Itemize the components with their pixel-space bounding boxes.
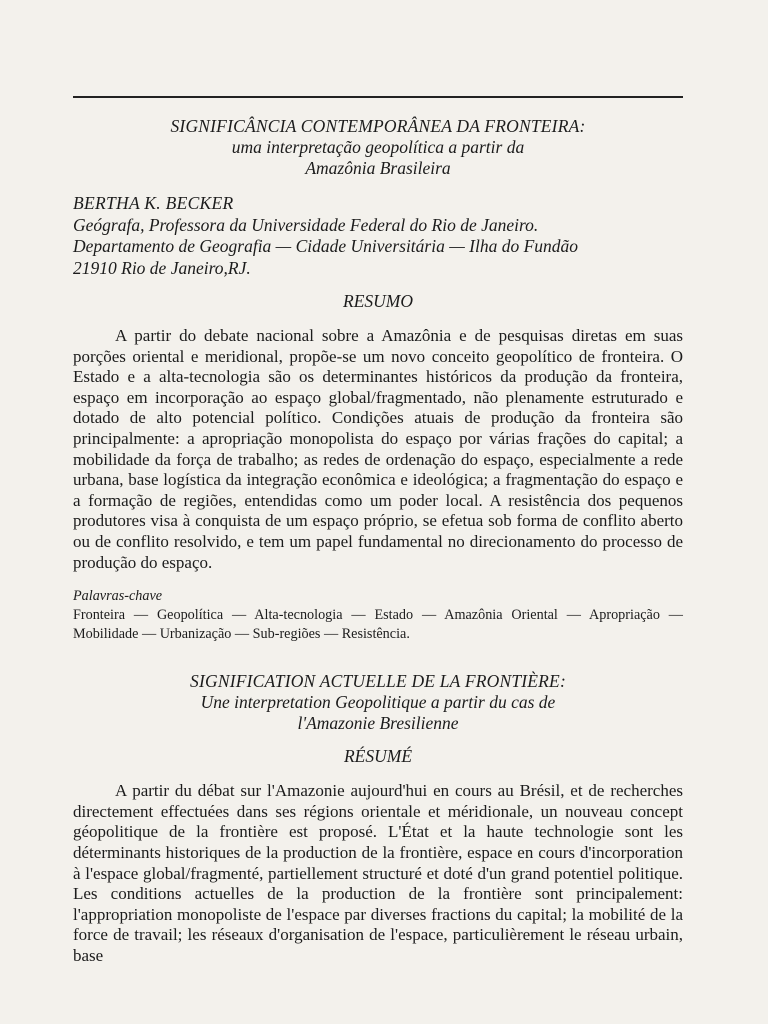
pt-title: SIGNIFICÂNCIA CONTEMPORÂNEA DA FRONTEIRA: (170, 116, 586, 136)
author-name: BERTHA K. BECKER (73, 193, 234, 213)
fr-abstract-text: A partir du débat sur l'Amazonie aujourd'hui en cours au Brésil, et de recherches directement effectuées dans ses régions orientale et méridionale, un nouveau concept géopolitique de la frontière est proposé. L'État et la haute technologie sont les déterminants historiques de la production de la frontière, espace en cours d'incorporation à l'espace global/fragmenté, partiellement structuré et doté d'un grand potentiel politique. Les conditions actuelles de la production de la frontière sont principalement: l'appropriation monopoliste de l'espace par diverses fractions du capital; la mobilité de la force de travail; les réseaux d'organisation de l'espace, particulièrement le réseau urbain, base (73, 781, 683, 965)
keywords-label: Palavras-chave (73, 588, 163, 605)
author-block (73, 193, 683, 279)
pt-subtitle-line-1: uma interpretação geopolítica a partir da (231, 137, 525, 157)
pt-abstract (73, 326, 683, 573)
fr-abstract-heading: RÉSUMÉ (343, 746, 413, 767)
pt-title-block (73, 116, 683, 179)
pt-abstract-heading: RESUMO (343, 291, 413, 311)
affiliation-line-1: Geógrafa, Professora da Universidade Federal do Rio de Janeiro. (73, 214, 539, 235)
affiliation-line-3: 21910 Rio de Janeiro,RJ. (73, 257, 251, 278)
keywords-text: Fronteira — Geopolítica — Alta-tecnologia — Estado — Amazônia Oriental — Apropriação — Mobilidade — Urbanização — Sub-regiões — Resistência. (73, 607, 683, 643)
pt-subtitle-line-2: Amazônia Brasileira (305, 158, 451, 178)
fr-abstract (73, 781, 683, 966)
fr-subtitle-line-1: Une interpretation Geopolitique a partir du cas de (200, 692, 556, 713)
pt-abstract-text: A partir do debate nacional sobre a Amazônia e de pesquisas diretas em suas porções oriental e meridional, propõe-se um novo conceito geopolítico de fronteira. O Estado e a alta-tecnologia são os determinantes históricos da produção da fronteira, espaço em incorporação ao espaço global/fragmentado, não plenamente estruturado e dotado de alto potencial político. Condições atuais de produção da fronteira são principalmente: a apropriação monopolista do espaço por várias frações do capital; a mobilidade da força de trabalho; as redes de ordenação do espaço, especialmente a rede urbana, base logística da integração econômica e ideológica; a fragmentação do espaço e a formação de regiões, entendidas como um poder local. A resistência dos pequenos produtores visa à conquista de um espaço próprio, se efetua sob forma de conflito aberto ou de conflito resolvido, e tem um papel fundamental no direcionamento do processo de produção do espaço. (73, 326, 683, 572)
top-rule (73, 96, 683, 98)
fr-subtitle-line-2: l'Amazonie Bresilienne (297, 713, 459, 734)
fr-title-block (73, 671, 683, 734)
affiliation-line-2: Departamento de Geografia — Cidade Universitária — Ilha do Fundão (73, 236, 579, 256)
keywords-block (73, 587, 683, 644)
paper-page (73, 96, 683, 966)
fr-title: SIGNIFICATION ACTUELLE DE LA FRONTIÈRE: (190, 671, 566, 692)
